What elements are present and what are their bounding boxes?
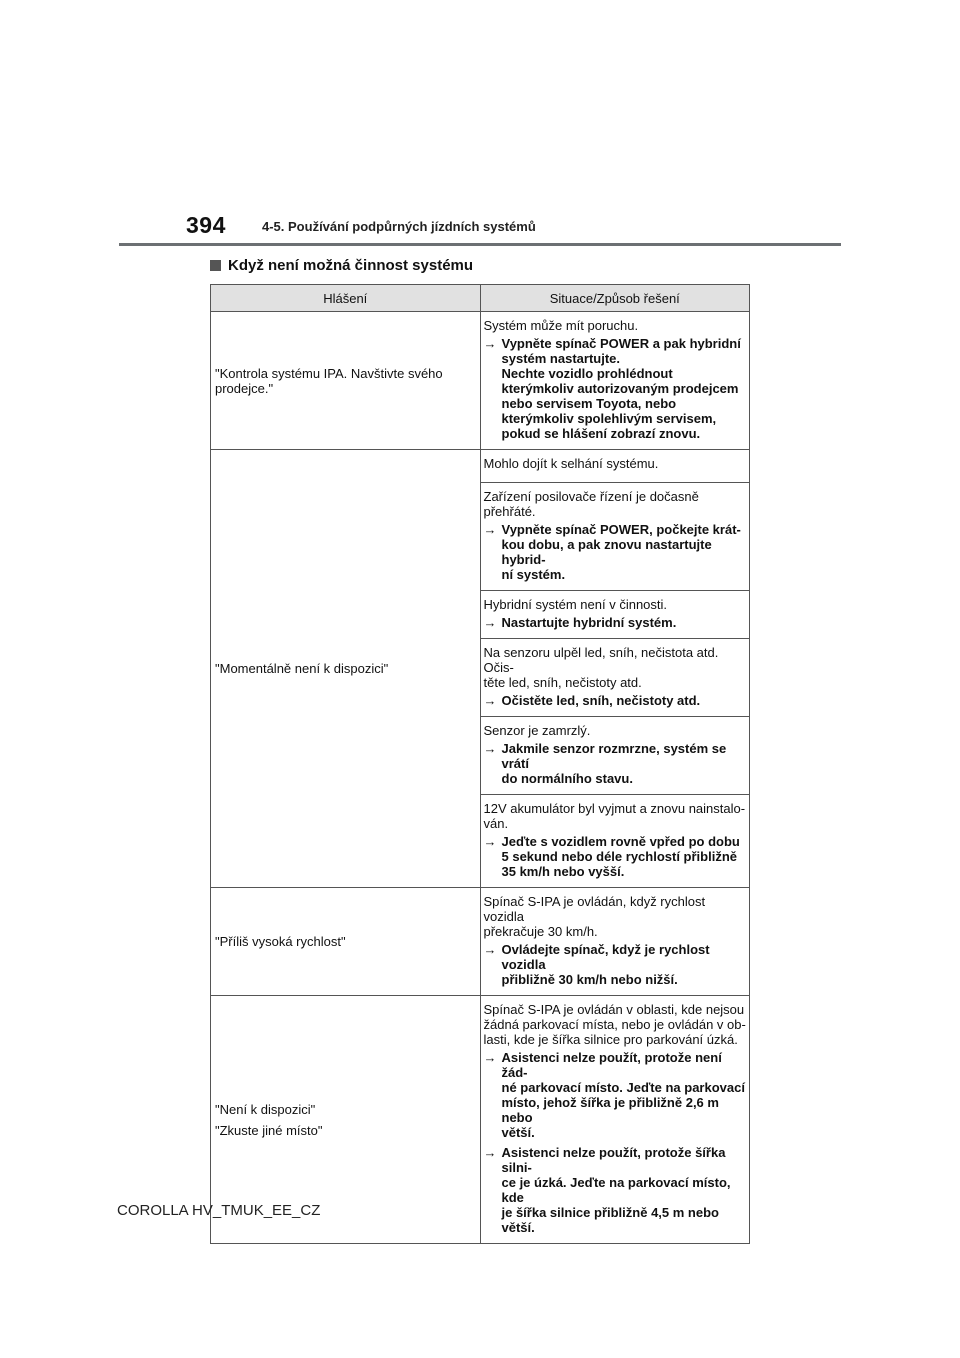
- situation-text: 12V akumulátor byl vyjmut a znovu nainstalo- ván.: [483, 801, 746, 831]
- table-row: [211, 450, 750, 483]
- arrow-right-icon: →: [483, 834, 497, 849]
- arrow-right-icon: →: [483, 693, 497, 708]
- solution-cell: [480, 312, 750, 450]
- situation-text: Hybridní systém není v činnosti.: [483, 597, 668, 612]
- situation-text: Spínač S-IPA je ovládán, když rychlost vozidla překračuje 30 km/h.: [483, 894, 706, 939]
- action-text: Očistěte led, sníh, nečistoty atd.: [501, 693, 701, 708]
- arrow-right-icon: →: [483, 615, 497, 630]
- arrow-right-icon: →: [483, 336, 497, 351]
- action-item: [484, 336, 747, 441]
- message-text: "Zkuste jiné místo": [215, 1122, 323, 1138]
- message-text: "Není k dispozici": [215, 1101, 316, 1117]
- situation-text: Zařízení posilovače řízení je dočasně přehřáté.: [483, 489, 699, 519]
- action-item: [484, 834, 747, 879]
- chapter-title: 4-5. Používání podpůrných jízdních systémů: [262, 219, 536, 234]
- message-cell: [211, 888, 481, 996]
- action-text: Jeďte s vozidlem rovně vpřed po dobu 5 sekund nebo déle rychlostí přibližně 35 km/h nebo vyšší.: [501, 834, 740, 879]
- action-item: [484, 1050, 747, 1140]
- table-body: [211, 312, 750, 1244]
- situation-text: Systém může mít poruchu.: [483, 318, 639, 333]
- action-text: Vypněte spínač POWER a pak hybridní systém nastartujte. Nechte vozidlo prohlédnout kterýmkoliv autorizovaným prodejcem nebo servisem Toyota, nebo kterýmkoliv spolehlivým servisem, pokud se hlášení zobrazí znovu.: [501, 336, 741, 441]
- section-heading: [210, 257, 473, 274]
- arrow-right-icon: →: [483, 942, 497, 957]
- action-item: [484, 693, 747, 708]
- section-title: Když není možná činnost systému: [228, 257, 474, 274]
- solution-cell: [480, 450, 750, 483]
- table-row: [211, 888, 750, 996]
- column-header-message: Hlášení: [211, 285, 481, 312]
- table-row: [211, 312, 750, 450]
- arrow-right-icon: →: [483, 1145, 497, 1160]
- arrow-right-icon: →: [483, 1050, 497, 1065]
- action-text: Nastartujte hybridní systém.: [501, 615, 677, 630]
- action-text: Vypněte spínač POWER, počkejte krát- kou dobu, a pak znovu nastartujte hybrid- ní systém.: [501, 522, 741, 582]
- message-text: "Kontrola systému IPA. Navštivte svého prodejce.": [215, 365, 443, 396]
- solution-cell: [480, 888, 750, 996]
- action-item: [484, 522, 747, 582]
- header-divider: [119, 243, 841, 246]
- action-text: Jakmile senzor rozmrzne, systém se vrátí do normálního stavu.: [501, 741, 727, 786]
- solution-cell: [480, 996, 750, 1244]
- situation-text: Senzor je zamrzlý.: [483, 723, 591, 738]
- footer-document-code: COROLLA HV_TMUK_EE_CZ: [117, 1202, 321, 1219]
- action-text: Asistenci nelze použít, protože není žád- né parkovací místo. Jeďte na parkovací místo, jehož šířka je přibližně 2,6 m nebo větší.: [501, 1050, 745, 1140]
- solution-cell: [480, 795, 750, 888]
- page-number: 394: [186, 212, 226, 238]
- message-text: "Momentálně není k dispozici": [215, 661, 389, 676]
- solution-cell: [480, 591, 750, 639]
- message-cell: [211, 312, 481, 450]
- arrow-right-icon: →: [483, 741, 497, 756]
- column-header-solution: Situace/Způsob řešení: [480, 285, 750, 312]
- messages-table: [210, 284, 750, 1244]
- solution-cell: [480, 483, 750, 591]
- situation-text: Na senzoru ulpěl led, sníh, nečistota atd. Očis- těte led, sníh, nečistoty atd.: [483, 645, 719, 690]
- action-item: [484, 741, 747, 786]
- message-cell: [211, 450, 481, 888]
- solution-cell: [480, 639, 750, 717]
- message-text: "Příliš vysoká rychlost": [215, 934, 346, 949]
- situation-text: Spínač S-IPA je ovládán v oblasti, kde nejsou žádná parkovací místa, nebo je ovládán v ob- lasti, kde je šířka silnice pro parkování úzká.: [483, 1002, 746, 1047]
- arrow-right-icon: →: [483, 522, 497, 537]
- action-item: [484, 942, 747, 987]
- square-bullet-icon: [210, 260, 221, 271]
- action-item: [484, 1145, 747, 1235]
- table-header-row: [211, 285, 750, 312]
- action-text: Ovládejte spínač, když je rychlost vozidla přibližně 30 km/h nebo nižší.: [501, 942, 710, 987]
- action-text: Asistenci nelze použít, protože šířka silni- ce je úzká. Jeďte na parkovací místo, kde je šířka silnice přibližně 4,5 m nebo větší.: [501, 1145, 731, 1235]
- action-item: [484, 615, 747, 630]
- solution-cell: [480, 717, 750, 795]
- situation-text: Mohlo dojít k selhání systému.: [483, 456, 659, 471]
